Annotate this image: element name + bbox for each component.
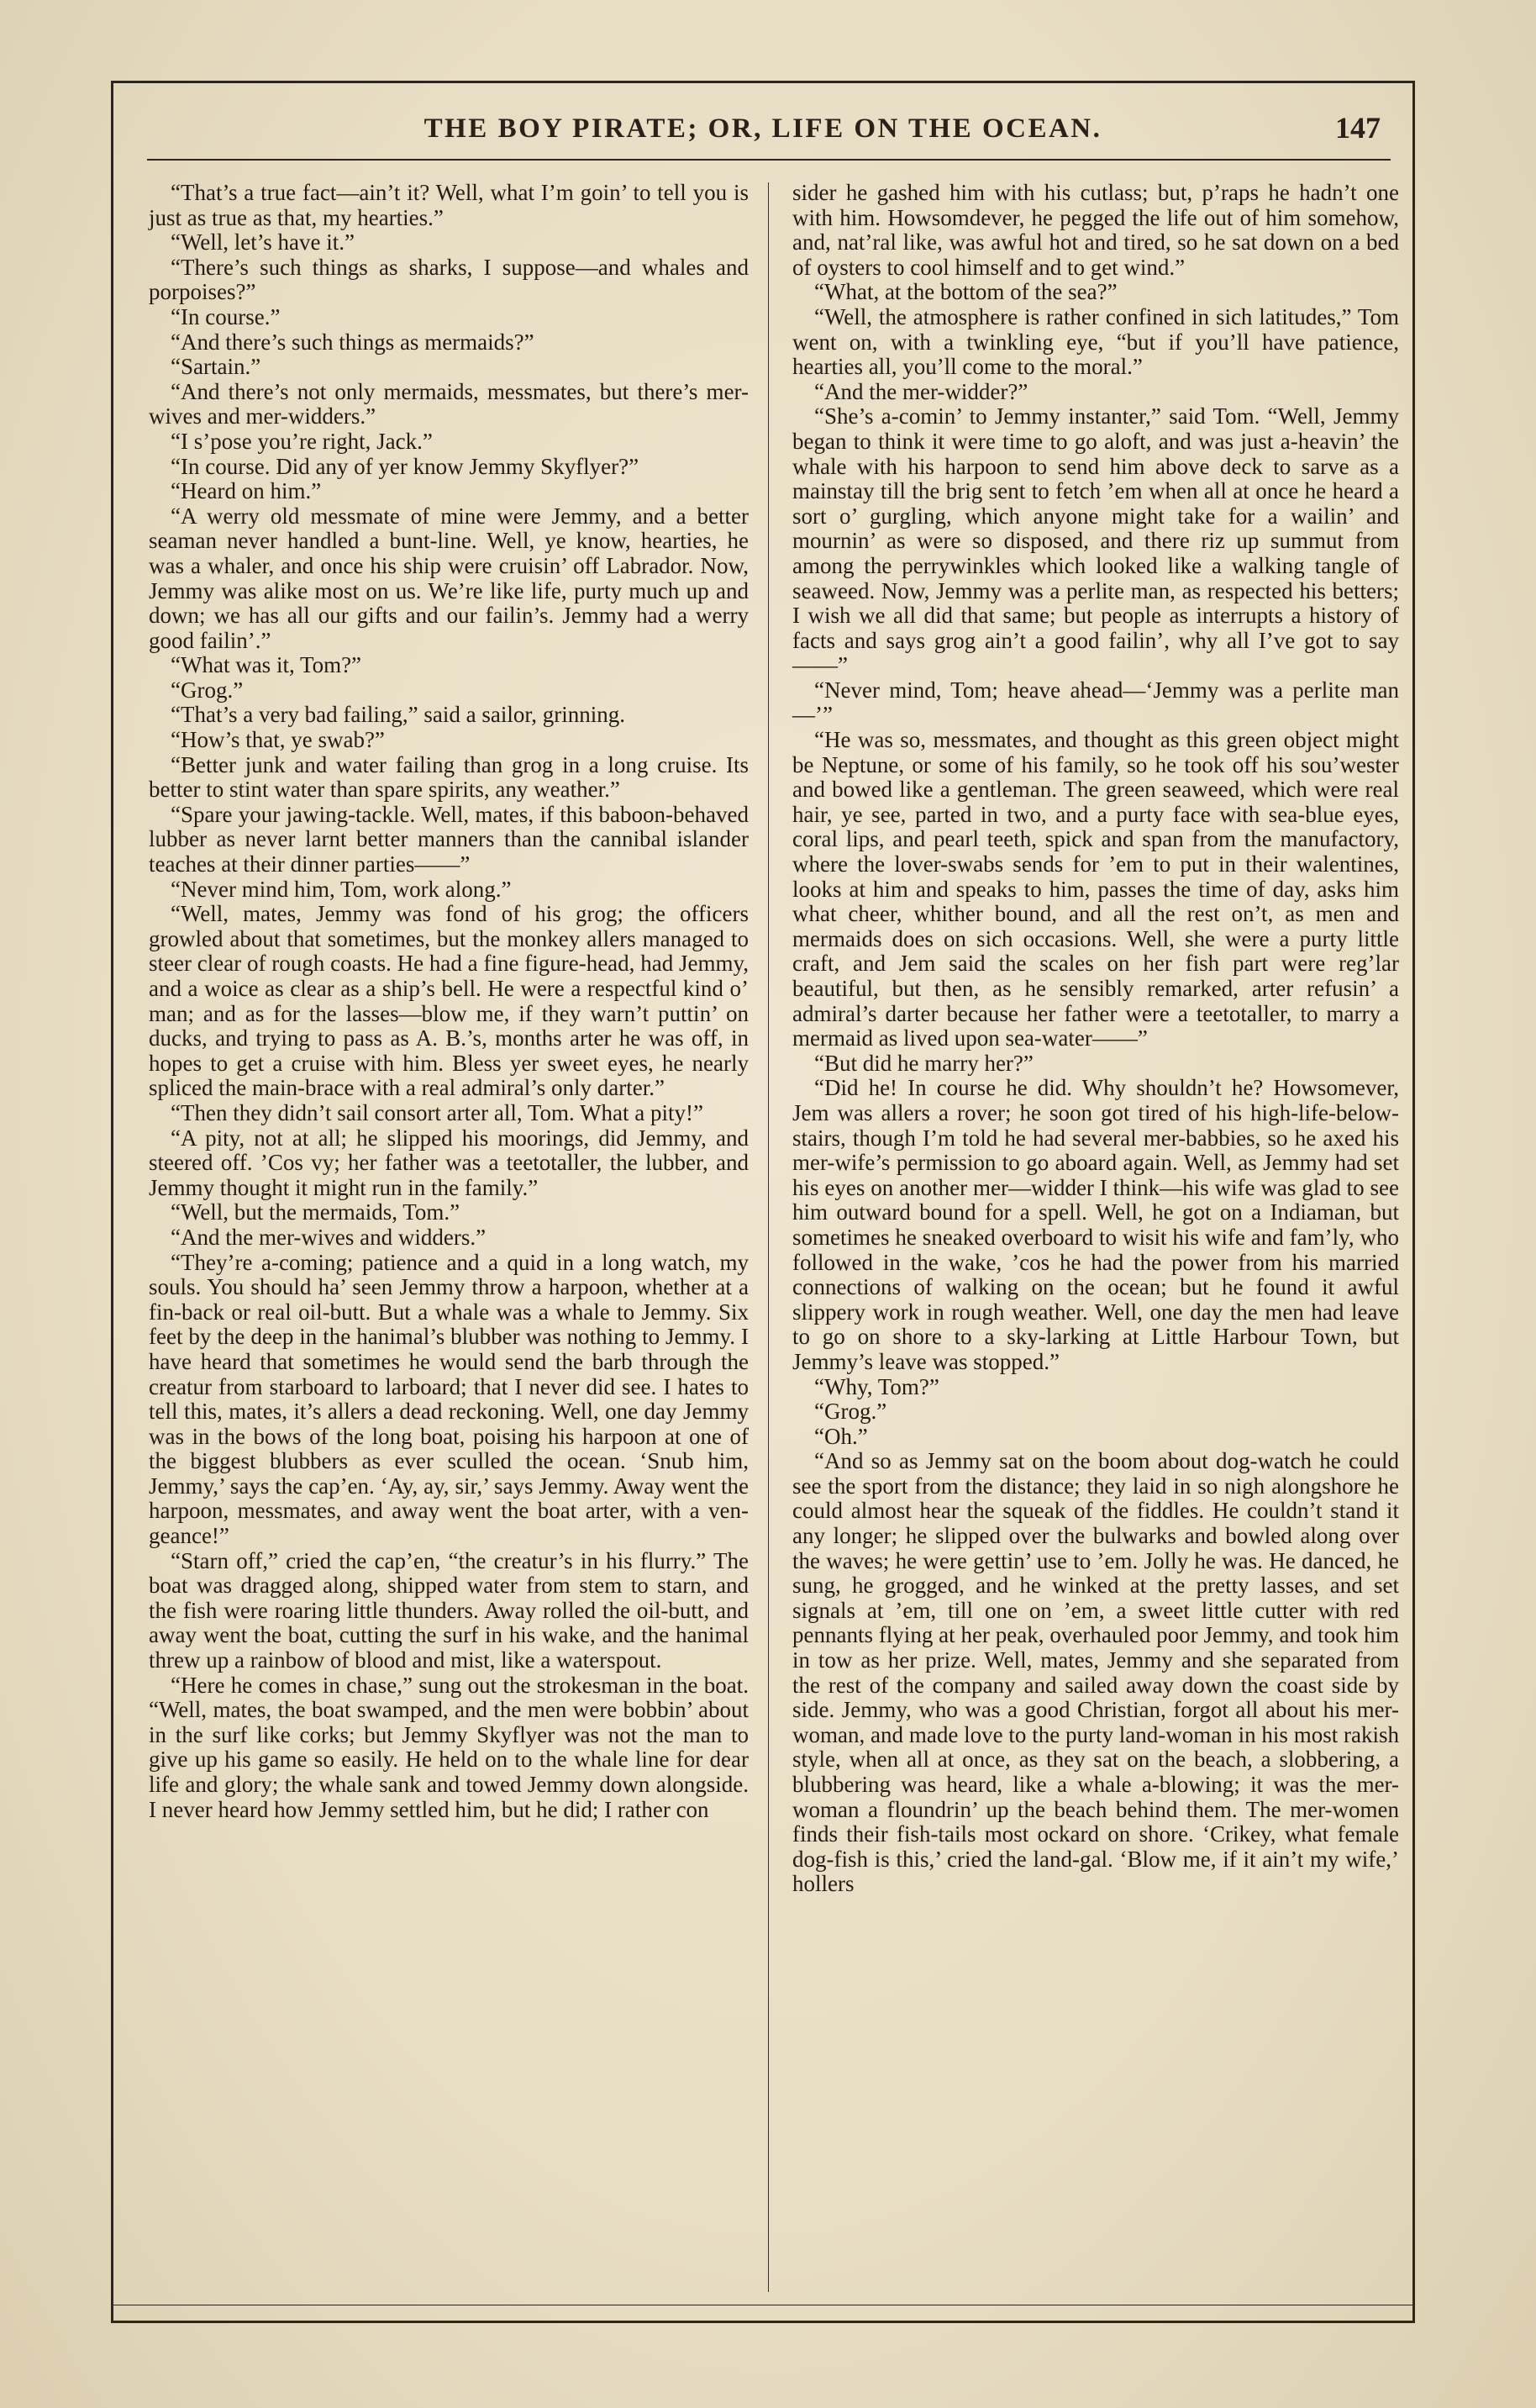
paragraph: “Then they didn’t sail consort arter all, Tom. What a pity!” <box>171 1099 703 1125</box>
paragraph: “Did he! In course he did. Why shouldn’t he? Howsomever, Jem was allers a rover; he soon got tired of his high-life-below-stairs, though I’m told he had several mer-babbies, so he axed his mer-wife’s permission to go aboard again. Well, as Jemmy had set his eyes on another mer—widder I think—his wife was glad to see him outward bound for a spell. Well, he got on a Indiaman, but sometimes he sneaked overboard to wisit his wife and fam’ly, who followed in the wake, ’cos he had the power from his married connections of walking on the ocean; but he found it awful slippery work in rough weather. Well, one day the men had leave to go on shore to a sky-larking at Little Harbour Town, but Jemmy’s leave was stopped.” <box>792 1075 1399 1374</box>
header-rule <box>147 159 1391 161</box>
column-divider <box>768 182 769 2292</box>
paragraph: “And the mer-wives and widders.” <box>171 1224 487 1250</box>
paragraph: “What was it, Tom?” <box>171 652 362 678</box>
paragraph: “He was so, messmates, and thought as this green object might be Neptune, or some of his family, so he took off his sou’wester and bowed like a gentleman. The green seaweed, which were real hair, ye see, parted in two, and a purty face with sea-blue eyes, coral lips, and pearl teeth, spick and span from the manufactory, where the lover-swabs sends for ’em to put in their walentines, looks at him and speaks to him, passes the time of day, asks him what cheer, whither bound, and all the rest on’t, as men and mermaids does on sich occasions. Well, she were a purty little craft, and Jem said the scales on her fish part were reg’lar beautiful, but then, as he sensibly remarked, arter refusin’ a admiral’s darter because her father were a teetotaller, to marry a mermaid as lived upon sea-water——” <box>792 727 1399 1051</box>
paragraph: “And so as Jemmy sat on the boom about dog-watch he could see the sport from the distance; they laid in so nigh alongshore he could almost hear the squeak of the fiddles. He couldn’t stand it any longer; he slipped over the bulwarks and bowled along over the waves; he were gettin’ use to ’em. Jolly he was. He danced, he sung, he grogged, and he winked at the pretty lasses, and set signals at ’em, till one on ’em, a sweet little cutter with red pennants flying at her peak, overhauled poor Jemmy, and took him in tow as her prize. Well, mates, Jemmy and she separated from the rest of the company and sailed away down the coast side by side. Jemmy, who was a good Christian, forgot all about his mer-woman, and made love to the purty land-woman in his most rakish style, when all at once, as they sat on the beach, a slobbering, a blubbering was heard, like a whale a-blowing; it was the mer-woman a floundrin’ up the beach behind them. The mer-women finds their fish-tails most ockard on shore. ‘Crikey, what female dog-fish is this,’ cried the land-gal. ‘Blow me, if it ain’t my wife,’ hollers <box>792 1448 1399 1897</box>
paragraph: “Oh.” <box>814 1423 868 1449</box>
paragraph: “What, at the bottom of the sea?” <box>814 279 1118 305</box>
paragraph: “I s’pose you’re right, Jack.” <box>171 428 433 454</box>
paragraph: “Well, the atmosphere is rather confined in sich latitudes,” Tom went on, with a twinkling eye, “but if you’ll have patience, hearties all, you’ll come to the moral.” <box>792 303 1399 380</box>
paragraph: “And there’s not only mermaids, messmates, but there’s mer-wives and mer-widders.” <box>149 378 749 429</box>
paragraph: “A werry old messmate of mine were Jemmy, and a better seaman never handled a bunt-line. Well, ye know, hearties, he was a whaler, and once his ship were cruisin’ off Labrador. Now, Jemmy was alike most on us. We’re like life, purty much up and down; we has all our gifts and our failin’s. Jemmy had a werry good failin’.” <box>149 503 749 653</box>
paragraph: “Here he comes in chase,” sung out the strokesman in the boat. “Well, mates, the boat swamped, and the men were bobbin’ about in the surf like corks; but Jemmy Skyflyer was not the man to give up his game so easily. He held on to the whale line for dear life and glory; the whale sank and towed Jemmy down alongside. I never heard how Jemmy settled him, but he did; I rather con <box>149 1672 749 1822</box>
paragraph: “There’s such things as sharks, I suppose—and whales and porpoises?” <box>149 254 749 305</box>
paragraph: “Why, Tom?” <box>814 1373 939 1399</box>
paragraph: “In course. Did any of yer know Jemmy Skyflyer?” <box>171 453 639 479</box>
running-title: THE BOY PIRATE; OR, LIFE ON THE OCEAN. <box>423 113 1102 144</box>
paragraph: “Heard on him.” <box>171 478 322 504</box>
paragraph: “They’re a-coming; patience and a quid in a long watch, my souls. You should ha’ seen Jemmy throw a harpoon, whether at a fin-back or real oil-butt. But a whale was a whale to Jemmy. Six feet by the deep in the hanimal’s blubber was nothing to Jemmy. I have heard that sometimes he would send the barb through the creatur from starboard to larboard; that I never did see. I hates to tell this, mates, it’s allers a dead reckoning. Well, one day Jemmy was in the bows of the long boat, poising his harpoon at one of the biggest blubbers as ever sculled the ocean. ‘Snub him, Jemmy,’ says the cap’en. ‘Ay, ay, sir,’ says Jemmy. Away went the harpoon, messmates, and away went the boat arter, with a vengeance!” <box>149 1249 749 1549</box>
paragraph-continued: sider he gashed him with his cutlass; but, p’raps he hadn’t one with him. Howsomdever, he pegged the life out of him somehow, and, nat’ral like, was awful hot and tired, so he sat down on a bed of oysters to cool himself and to get wind.” <box>792 180 1399 280</box>
paragraph: “Never mind, Tom; heave ahead—‘Jemmy was a perlite man—’” <box>792 677 1399 728</box>
paragraph: “In course.” <box>171 303 281 329</box>
paragraph: “Sartain.” <box>171 354 261 380</box>
right-column <box>792 181 1399 1897</box>
paragraph: “Well, let’s have it.” <box>171 229 355 256</box>
paragraph: “Well, but the mermaids, Tom.” <box>171 1199 460 1225</box>
paragraph: “She’s a-comin’ to Jemmy instanter,” said Tom. “Well, Jemmy began to think it were time to go aloft, and was just a-heavin’ the whale with his harpoon to send him above deck to sarve as a mainstay till the brig sent to fetch ’em when all at once he heard a sort o’ gurgling, which anyone might take for a wailin’ and mournin’ as were so disposed, and there riz up summut from among the perrywinkles which looked like a walking tangle of seaweed. Now, Jemmy was a perlite man, as respected his betters; I wish we all did that same; but people as interrupts a history of facts and says grog ain’t a good failin’, why all I’ve got to say——” <box>792 403 1399 678</box>
page-border-frame <box>111 81 1415 2323</box>
paragraph: “Never mind him, Tom, work along.” <box>171 876 512 902</box>
paragraph: “Well, mates, Jemmy was fond of his grog; the officers growled about that sometimes, but the monkey allers managed to steer clear of rough coasts. He had a fine figure-head, had Jemmy, and a woice as clear as a ship’s bell. He were a respectful kind o’ man; and as for the lasses—blow me, if they warn’t puttin’ on ducks, and trying to pass as A. B.’s, months arter he was off, in hopes to get a cruise with him. Bless yer sweet eyes, he nearly spliced the main-brace with a real admiral’s only darter.” <box>149 901 749 1101</box>
paragraph: “That’s a very bad failing,” said a sailor, grinning. <box>171 702 626 728</box>
paragraph: “Starn off,” cried the cap’en, “the creatur’s in his flurry.” The boat was dragged along, shipped water from stem to starn, and the fish were roaring little thunders. Away rolled the oil-butt, and away went the boat, cutting the surf in his wake, and the hanimal threw up a rainbow of blood and mist, like a waterspout. <box>149 1547 749 1673</box>
paragraph: “How’s that, ye swab?” <box>171 727 385 753</box>
paragraph: “Better junk and water failing than grog in a long cruise. Its better to stint water than spare spirits, any weather.” <box>149 751 749 803</box>
paragraph: “And there’s such things as mermaids?” <box>171 329 534 355</box>
paragraph: “But did he marry her?” <box>814 1050 1034 1076</box>
page-number: 147 <box>1335 111 1381 145</box>
paragraph: “Grog.” <box>171 677 244 703</box>
page-header <box>113 113 1412 155</box>
paragraph: “That’s a true fact—ain’t it? Well, what I’m goin’ to tell you is just as true as that, my hearties.” <box>149 180 749 230</box>
paragraph: “Spare your jawing-tackle. Well, mates, if this baboon-behaved lubber as never larnt better manners than the cannibal islander teaches at their dinner parties——” <box>149 801 749 877</box>
left-column <box>149 181 749 1822</box>
paragraph: “A pity, not at all; he slipped his moorings, did Jemmy, and steered off. ’Cos vy; her father was a teetotaller, the lubber, and Jemmy thought it might run in the family.” <box>149 1125 749 1200</box>
paragraph: “And the mer-widder?” <box>814 378 1028 404</box>
paragraph: “Grog.” <box>814 1399 887 1425</box>
